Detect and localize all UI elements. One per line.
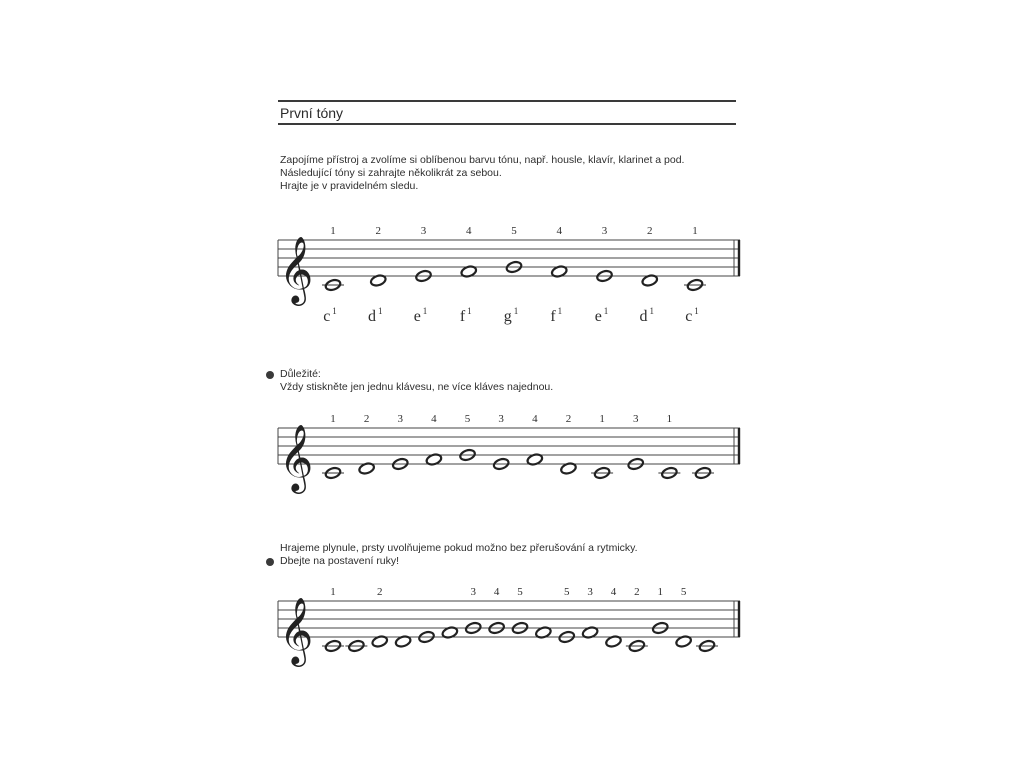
fingering-number: 1: [692, 225, 698, 237]
fingering-number: 4: [532, 413, 538, 425]
note-name: c $^1$: [685, 306, 699, 325]
treble-clef-icon: 𝄞: [279, 423, 314, 491]
fingering-number: 1: [330, 413, 336, 425]
treble-clef-icon: 𝄞: [279, 235, 314, 303]
staff-exercise-1: [270, 222, 750, 325]
instructions-line-2: Dbejte na postavení ruky!: [280, 555, 400, 567]
fingering-number: 4: [493, 586, 500, 598]
fingering-number: 5: [564, 586, 570, 598]
intro-paragraph: [280, 154, 684, 193]
note-name: f $^1$: [459, 306, 472, 325]
staff-svg: [270, 222, 750, 325]
fingering-number: 2: [647, 225, 653, 237]
instructions: [280, 542, 638, 568]
staff-exercise-2: [270, 410, 750, 500]
intro-line: Zapojíme přístroj a zvolíme si oblíbenou barvu tónu, např. housle, klavír, klarinet a pod.: [280, 154, 685, 166]
fingering-number: 1: [599, 413, 605, 425]
fingering-number: 3: [397, 413, 404, 425]
fingering-number: 3: [420, 225, 427, 237]
note-name: c $^1$: [323, 306, 337, 325]
note-name: e $^1$: [413, 306, 428, 325]
fingering-number: 5: [511, 225, 517, 237]
fingering-number: 2: [377, 586, 383, 598]
fingering-number: 1: [330, 225, 336, 237]
fingering-number: 1: [657, 586, 663, 598]
fingering-number: 2: [634, 586, 640, 598]
fingering-number: 3: [601, 225, 608, 237]
note-name: f $^1$: [550, 306, 563, 325]
bullet-icon: [266, 371, 274, 379]
fingering-number: 3: [587, 586, 593, 598]
treble-clef-icon: 𝄞: [279, 596, 314, 664]
important-label: Důležité:: [280, 368, 321, 380]
fingering-number: 4: [610, 586, 617, 598]
fingering-number: 5: [680, 586, 687, 598]
important-text: Vždy stiskněte jen jednu klávesu, ne více kláves najednou.: [280, 381, 554, 393]
fingering-number: 1: [666, 413, 673, 425]
fingering-number: 2: [363, 413, 370, 425]
intro-line: Hrajte je v pravidelném sledu.: [280, 180, 419, 192]
note-name: g $^1$: [503, 306, 519, 325]
bullet-icon: [266, 558, 274, 566]
instructions-line-1: Hrajeme plynule, prsty uvolňujeme pokud možno bez přerušování a rytmicky.: [280, 542, 638, 554]
fingering-number: 5: [517, 586, 523, 598]
fingering-number: 3: [470, 586, 476, 598]
fingering-number: 3: [632, 413, 639, 425]
intro-line: Následující tóny si zahrajte několikrát za sebou.: [280, 167, 502, 179]
staff-svg: [270, 583, 750, 678]
fingering-number: 3: [498, 413, 504, 425]
important-note: [280, 368, 553, 394]
fingering-number: 4: [431, 413, 437, 425]
staff-exercise-3: [270, 583, 750, 673]
note-name: d $^1$: [368, 306, 383, 325]
fingering-number: 2: [565, 413, 572, 425]
note-name: e $^1$: [594, 306, 609, 325]
page-title: První tóny: [280, 105, 344, 121]
note-name: d $^1$: [639, 306, 654, 325]
fingering-number: 1: [330, 586, 336, 598]
top-rule: [278, 100, 736, 102]
staff-svg: [270, 410, 750, 505]
fingering-number: 2: [375, 225, 381, 237]
title-underline: [278, 123, 736, 125]
fingering-number: 4: [466, 225, 472, 237]
fingering-number: 4: [556, 225, 562, 237]
fingering-number: 5: [464, 413, 471, 425]
